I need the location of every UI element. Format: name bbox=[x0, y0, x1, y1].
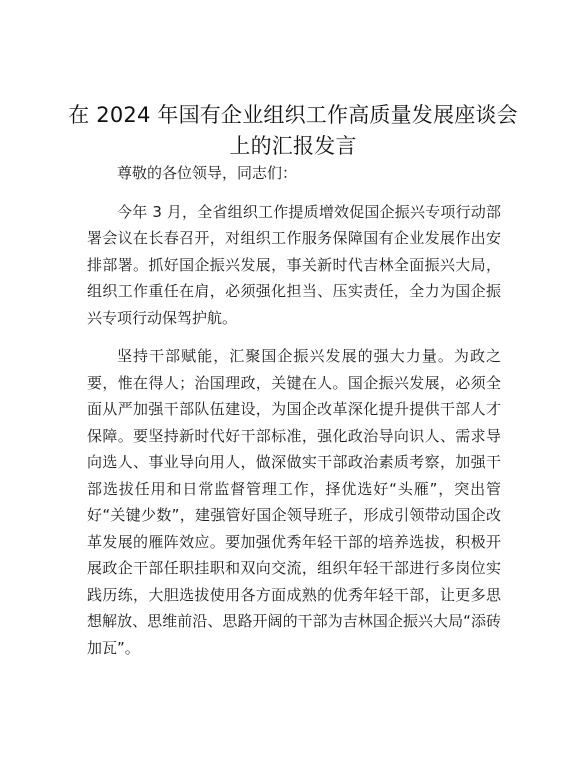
salutation: 尊敬的各位领导，同志们： bbox=[117, 164, 298, 182]
paragraph-2: 坚持干部赋能，汇聚国企振兴发展的强大力量。为政之要，惟在得人；治国理政，关键在人。国企振兴发展，必须全面从严加强干部队伍建设，为国企改革深化提升提供干部人才保障。要坚持新时代好干部标准，强化政治导向识人、需求导向选人、事业导向用人，做深做实干部政治素质考察，加强干部选拔任用和日常监督管理工作，择优选好“头雁”，突出管好“关键少数”，建强管好国企领导班子，形成引领带动国企改革发展的雁阵效应。要加强优秀年轻干部的培养选拔，积极开展政企干部任职挂职和双向交流，组织年轻干部进行多岗位实践历练，大胆选拔使用各方面成熟的优秀年轻干部，让更多思想解放、思维前沿、思路开阔的干部为吉林国企振兴大局“添砖加瓦”。 bbox=[87, 347, 501, 657]
paragraph-1: 今年 3 月，全省组织工作提质增效促国企振兴专项行动部署会议在长春召开，对组织工作服务保障国有企业发展作出安排部署。抓好国企振兴发展，事关新时代吉林全面振兴大局，组织工作重任在肩，必须强化担当、压实责任，全力为国企振兴专项行动保驾护航。 bbox=[87, 202, 501, 327]
title-line-1: 在 2024 年国有企业组织工作高质量发展座谈会 bbox=[68, 103, 518, 127]
document-body bbox=[87, 160, 501, 661]
title-line-2: 上的汇报发言 bbox=[229, 134, 357, 158]
document-title bbox=[60, 100, 526, 162]
